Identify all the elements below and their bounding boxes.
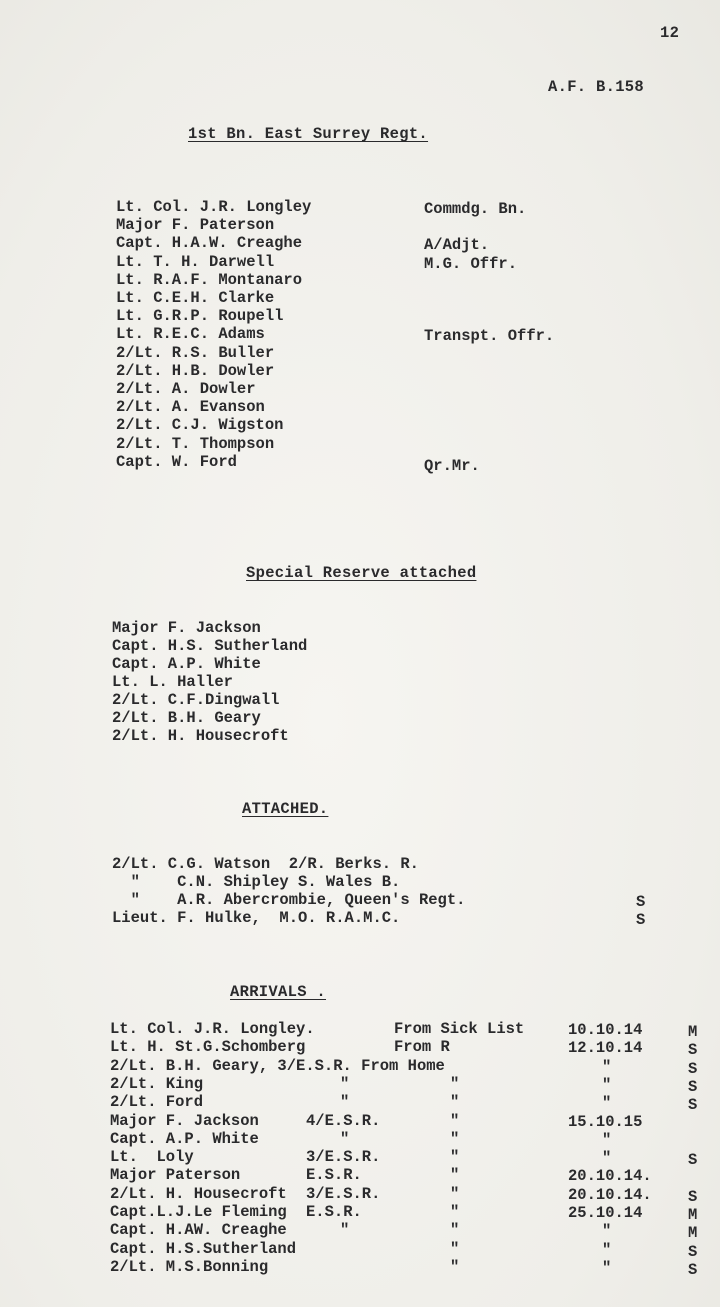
arrival-source: "	[450, 1129, 460, 1148]
arrival-source: "	[450, 1184, 460, 1203]
attached-entry: Lieut. F. Hulke, M.O. R.A.M.C.	[112, 909, 401, 927]
arrival-source: "	[450, 1203, 460, 1221]
arrival-unit: "	[340, 1093, 350, 1112]
arrival-name: 2/Lt. King	[110, 1074, 204, 1093]
arrival-unit: 3/E.S.R.	[306, 1148, 381, 1167]
arrival-mark: S	[688, 1059, 698, 1078]
section-heading-special-reserve: Special Reserve attached	[246, 564, 477, 582]
arrival-unit: "	[340, 1221, 350, 1240]
arrival-mark: S	[688, 1187, 698, 1206]
arrival-date: "	[602, 1258, 612, 1277]
arrival-date: 12.10.14	[568, 1039, 643, 1058]
arrival-name: Capt. A.P. White	[110, 1129, 259, 1148]
arrival-source: "	[450, 1166, 460, 1185]
arrival-name: Lt. Col. J.R. Longley.	[110, 1020, 315, 1038]
arrival-mark: S	[688, 1096, 698, 1115]
officer-name: 2/Lt. A. Evanson	[116, 398, 265, 417]
reserve-officer-name: Capt. A.P. White	[112, 655, 261, 673]
arrival-mark: S	[688, 1260, 698, 1279]
attached-entry: " C.N. Shipley S. Wales B.	[112, 873, 401, 891]
attached-entry: " A.R. Abercrombie, Queen's Regt.	[112, 891, 466, 909]
officer-role: Commdg. Bn.	[424, 200, 527, 218]
officer-name: Capt. H.A.W. Creaghe	[116, 234, 303, 253]
officer-name: 2/Lt. C.J. Wigston	[116, 416, 284, 435]
arrival-date: "	[602, 1222, 612, 1241]
arrival-mark: M	[688, 1224, 698, 1243]
officer-role: Transpt. Offr.	[424, 327, 555, 346]
officer-role: Qr.Mr.	[424, 456, 480, 475]
arrival-source: From R	[394, 1038, 450, 1057]
reserve-officer-name: Capt. H.S. Sutherland	[112, 637, 308, 655]
arrival-name: Major Paterson	[110, 1166, 241, 1185]
reserve-officer-name: 2/Lt. B.H. Geary	[112, 709, 261, 727]
attached-mark: S	[636, 893, 646, 911]
reserve-officer-name: Lt. L. Haller	[112, 673, 233, 691]
arrival-name: Capt. H.S.Sutherland	[110, 1239, 297, 1258]
officer-name: 2/Lt. T. Thompson	[116, 434, 275, 453]
arrival-mark: S	[688, 1151, 698, 1170]
officer-name: Lt. Col. J.R. Longley	[116, 198, 312, 216]
arrival-date: 25.10.14	[568, 1204, 643, 1222]
form-code: A.F. B.158	[548, 78, 645, 96]
officer-name: Major F. Paterson	[116, 216, 275, 235]
arrival-name: 2/Lt. B.H. Geary, 3/E.S.R. From Home	[110, 1056, 445, 1075]
arrival-mark: S	[688, 1242, 698, 1261]
arrival-date: 10.10.14	[568, 1021, 643, 1039]
arrival-source: "	[450, 1257, 460, 1276]
page-number: 12	[660, 24, 680, 42]
arrival-date: "	[602, 1094, 612, 1113]
arrival-date: "	[602, 1075, 612, 1094]
arrival-name: Lt. Loly	[110, 1148, 194, 1167]
arrival-unit: "	[340, 1074, 350, 1093]
arrival-name: Lt. H. St.G.Schomberg	[110, 1038, 306, 1057]
arrival-name: Major F. Jackson	[110, 1111, 259, 1130]
section-heading-attached: ATTACHED.	[242, 800, 329, 818]
arrival-date: 20.10.14.	[568, 1185, 652, 1204]
officer-name: 2/Lt. A. Dowler	[116, 380, 256, 398]
arrival-source: From Sick List	[394, 1020, 525, 1038]
attached-mark: S	[636, 911, 646, 929]
officer-name: 2/Lt. H.B. Dowler	[116, 361, 275, 380]
officer-name: Lt. T. H. Darwell	[116, 252, 275, 271]
arrival-mark: S	[688, 1077, 698, 1096]
officer-name: 2/Lt. R.S. Buller	[116, 343, 275, 362]
arrival-date: "	[602, 1057, 612, 1076]
reserve-officer-name: Major F. Jackson	[112, 619, 261, 637]
arrival-name: Capt. H.AW. Creaghe	[110, 1221, 287, 1240]
arrival-mark: S	[688, 1041, 698, 1060]
officer-role: A/Adjt.	[424, 236, 490, 255]
arrival-date: 15.10.15	[568, 1112, 643, 1131]
arrival-date: "	[602, 1149, 612, 1168]
arrival-source: "	[450, 1074, 460, 1093]
officer-name: Capt. W. Ford	[116, 452, 237, 471]
arrival-unit: E.S.R.	[306, 1166, 362, 1185]
arrival-date: 20.10.14.	[568, 1167, 652, 1186]
officer-name: Lt. R.A.F. Montanaro	[116, 270, 303, 289]
officer-name: Lt. C.E.H. Clarke	[116, 289, 275, 307]
arrival-source: "	[450, 1148, 460, 1167]
section-heading-arrivals: ARRIVALS .	[230, 983, 327, 1001]
arrival-mark: M	[688, 1023, 698, 1041]
arrival-source: "	[450, 1239, 460, 1258]
arrival-mark: M	[688, 1206, 698, 1224]
arrival-name: 2/Lt. Ford	[110, 1093, 204, 1112]
arrival-name: Capt.L.J.Le Fleming	[110, 1203, 287, 1221]
officer-role: M.G. Offr.	[424, 254, 518, 273]
arrival-source: "	[450, 1111, 460, 1130]
reserve-officer-name: 2/Lt. C.F.Dingwall	[112, 691, 280, 709]
arrival-unit: E.S.R.	[306, 1203, 362, 1221]
section-heading-battalion: 1st Bn. East Surrey Regt.	[188, 125, 429, 143]
arrival-source: "	[450, 1093, 460, 1112]
arrival-unit: 4/E.S.R.	[306, 1111, 381, 1130]
officer-name: Lt. R.E.C. Adams	[116, 325, 265, 344]
arrival-name: 2/Lt. H. Housecroft	[110, 1184, 287, 1203]
arrival-date: "	[602, 1240, 612, 1259]
arrival-unit: "	[340, 1129, 350, 1148]
arrival-name: 2/Lt. M.S.Bonning	[110, 1257, 269, 1276]
arrival-date: "	[602, 1130, 612, 1149]
attached-entry: 2/Lt. C.G. Watson 2/R. Berks. R.	[112, 855, 419, 873]
reserve-officer-name: 2/Lt. H. Housecroft	[112, 727, 289, 745]
arrival-source: "	[450, 1221, 460, 1240]
officer-name: Lt. G.R.P. Roupell	[116, 307, 284, 326]
arrival-unit: 3/E.S.R.	[306, 1184, 381, 1203]
